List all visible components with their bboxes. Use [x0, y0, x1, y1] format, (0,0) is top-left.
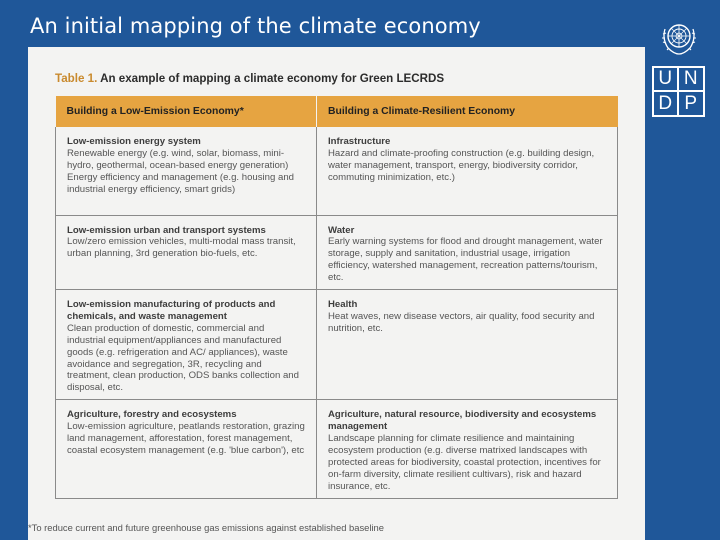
cell-category: Water — [328, 224, 355, 236]
logo-letter-u: U — [654, 68, 679, 92]
table-cell — [317, 400, 618, 498]
cell-description: Low-emission agriculture, peatlands restoration, grazing land management, afforestation, forest management, coastal ecosystem management (e.g. 'blue carbon'), etc — [67, 421, 305, 456]
un-emblem-icon — [660, 19, 698, 57]
table-row — [56, 215, 618, 290]
table-row — [56, 400, 618, 498]
cell-description: Landscape planning for climate resilience and maintaining ecosystem production (e.g. diverse matrixed landscapes with protected areas for biodiversity, coastal protection, incentives for on-farm diversity, climate resilient cultivars), risk and hazard insurance, etc. — [328, 433, 601, 492]
cell-description: Renewable energy (e.g. wind, solar, biomass, mini-hydro, geothermal, ocean-based energy generation) — [67, 147, 289, 171]
table-cell — [317, 127, 618, 215]
logo-letter-d: D — [654, 92, 679, 116]
table-panel — [28, 47, 645, 540]
cell-category: Agriculture, natural resource, biodiversity and ecosystems management — [328, 409, 597, 433]
table-cell — [56, 215, 317, 290]
table-footnote: *To reduce current and future greenhouse gas emissions against established baseline — [28, 522, 384, 533]
cell-category: Infrastructure — [328, 136, 391, 147]
table-row — [56, 290, 618, 400]
header-low-emission: Building a Low-Emission Economy* — [56, 96, 317, 127]
cell-category: Health — [328, 299, 358, 311]
table-cell — [317, 290, 618, 400]
table-cell — [56, 400, 317, 498]
table-caption-number: Table 1. — [55, 72, 98, 85]
logo-letter-p: P — [684, 92, 698, 114]
undp-letter-grid — [652, 66, 705, 117]
table-cell — [317, 215, 618, 290]
cell-description: Low/zero emission vehicles, multi-modal mass transit, urban planning, 3rd generation bio-fuels, etc. — [67, 236, 296, 260]
cell-description: Clean production of domestic, commercial and industrial equipment/appliances and manufactured goods (e.g. refrigeration and AC/ appliances), waste avoidance and segregation, 3R, recycling and treatment, clean production, ODS banks collection and disposal, etc. — [67, 322, 299, 394]
table-row — [56, 127, 618, 215]
climate-economy-table — [55, 96, 618, 499]
cell-description: Energy efficiency and management (e.g. housing and industrial energy efficiency, smart grids) — [67, 171, 295, 195]
table-caption-text: An example of mapping a climate economy for Green LECRDS — [97, 72, 445, 85]
cell-category: Low-emission energy system — [67, 136, 201, 147]
cell-category: Low-emission manufacturing of products and chemicals, and waste management — [67, 299, 276, 322]
slide-title: An initial mapping of the climate economy — [30, 14, 481, 38]
header-climate-resilient: Building a Climate-Resilient Economy — [317, 96, 618, 127]
table-header-row — [56, 96, 618, 127]
cell-description: Early warning systems for flood and drought management, water storage, supply and sanitation, industrial usage, irrigation efficiency, watershed management, recreation patterns/tourism, etc. — [328, 236, 603, 284]
cell-category: Low-emission urban and transport systems — [67, 224, 266, 236]
table-cell — [56, 290, 317, 400]
undp-logo — [652, 19, 705, 117]
cell-category: Agriculture, forestry and ecosystems — [67, 409, 237, 421]
table-cell — [56, 127, 317, 215]
table-caption — [55, 72, 444, 85]
logo-letter-n: N — [679, 68, 704, 92]
cell-description: Heat waves, new disease vectors, air quality, food security and nutrition, etc. — [328, 310, 595, 334]
cell-description: Hazard and climate-proofing construction (e.g. building design, water management, transport, energy, biodiversity corridor, commuting minimization, etc.) — [328, 147, 595, 183]
